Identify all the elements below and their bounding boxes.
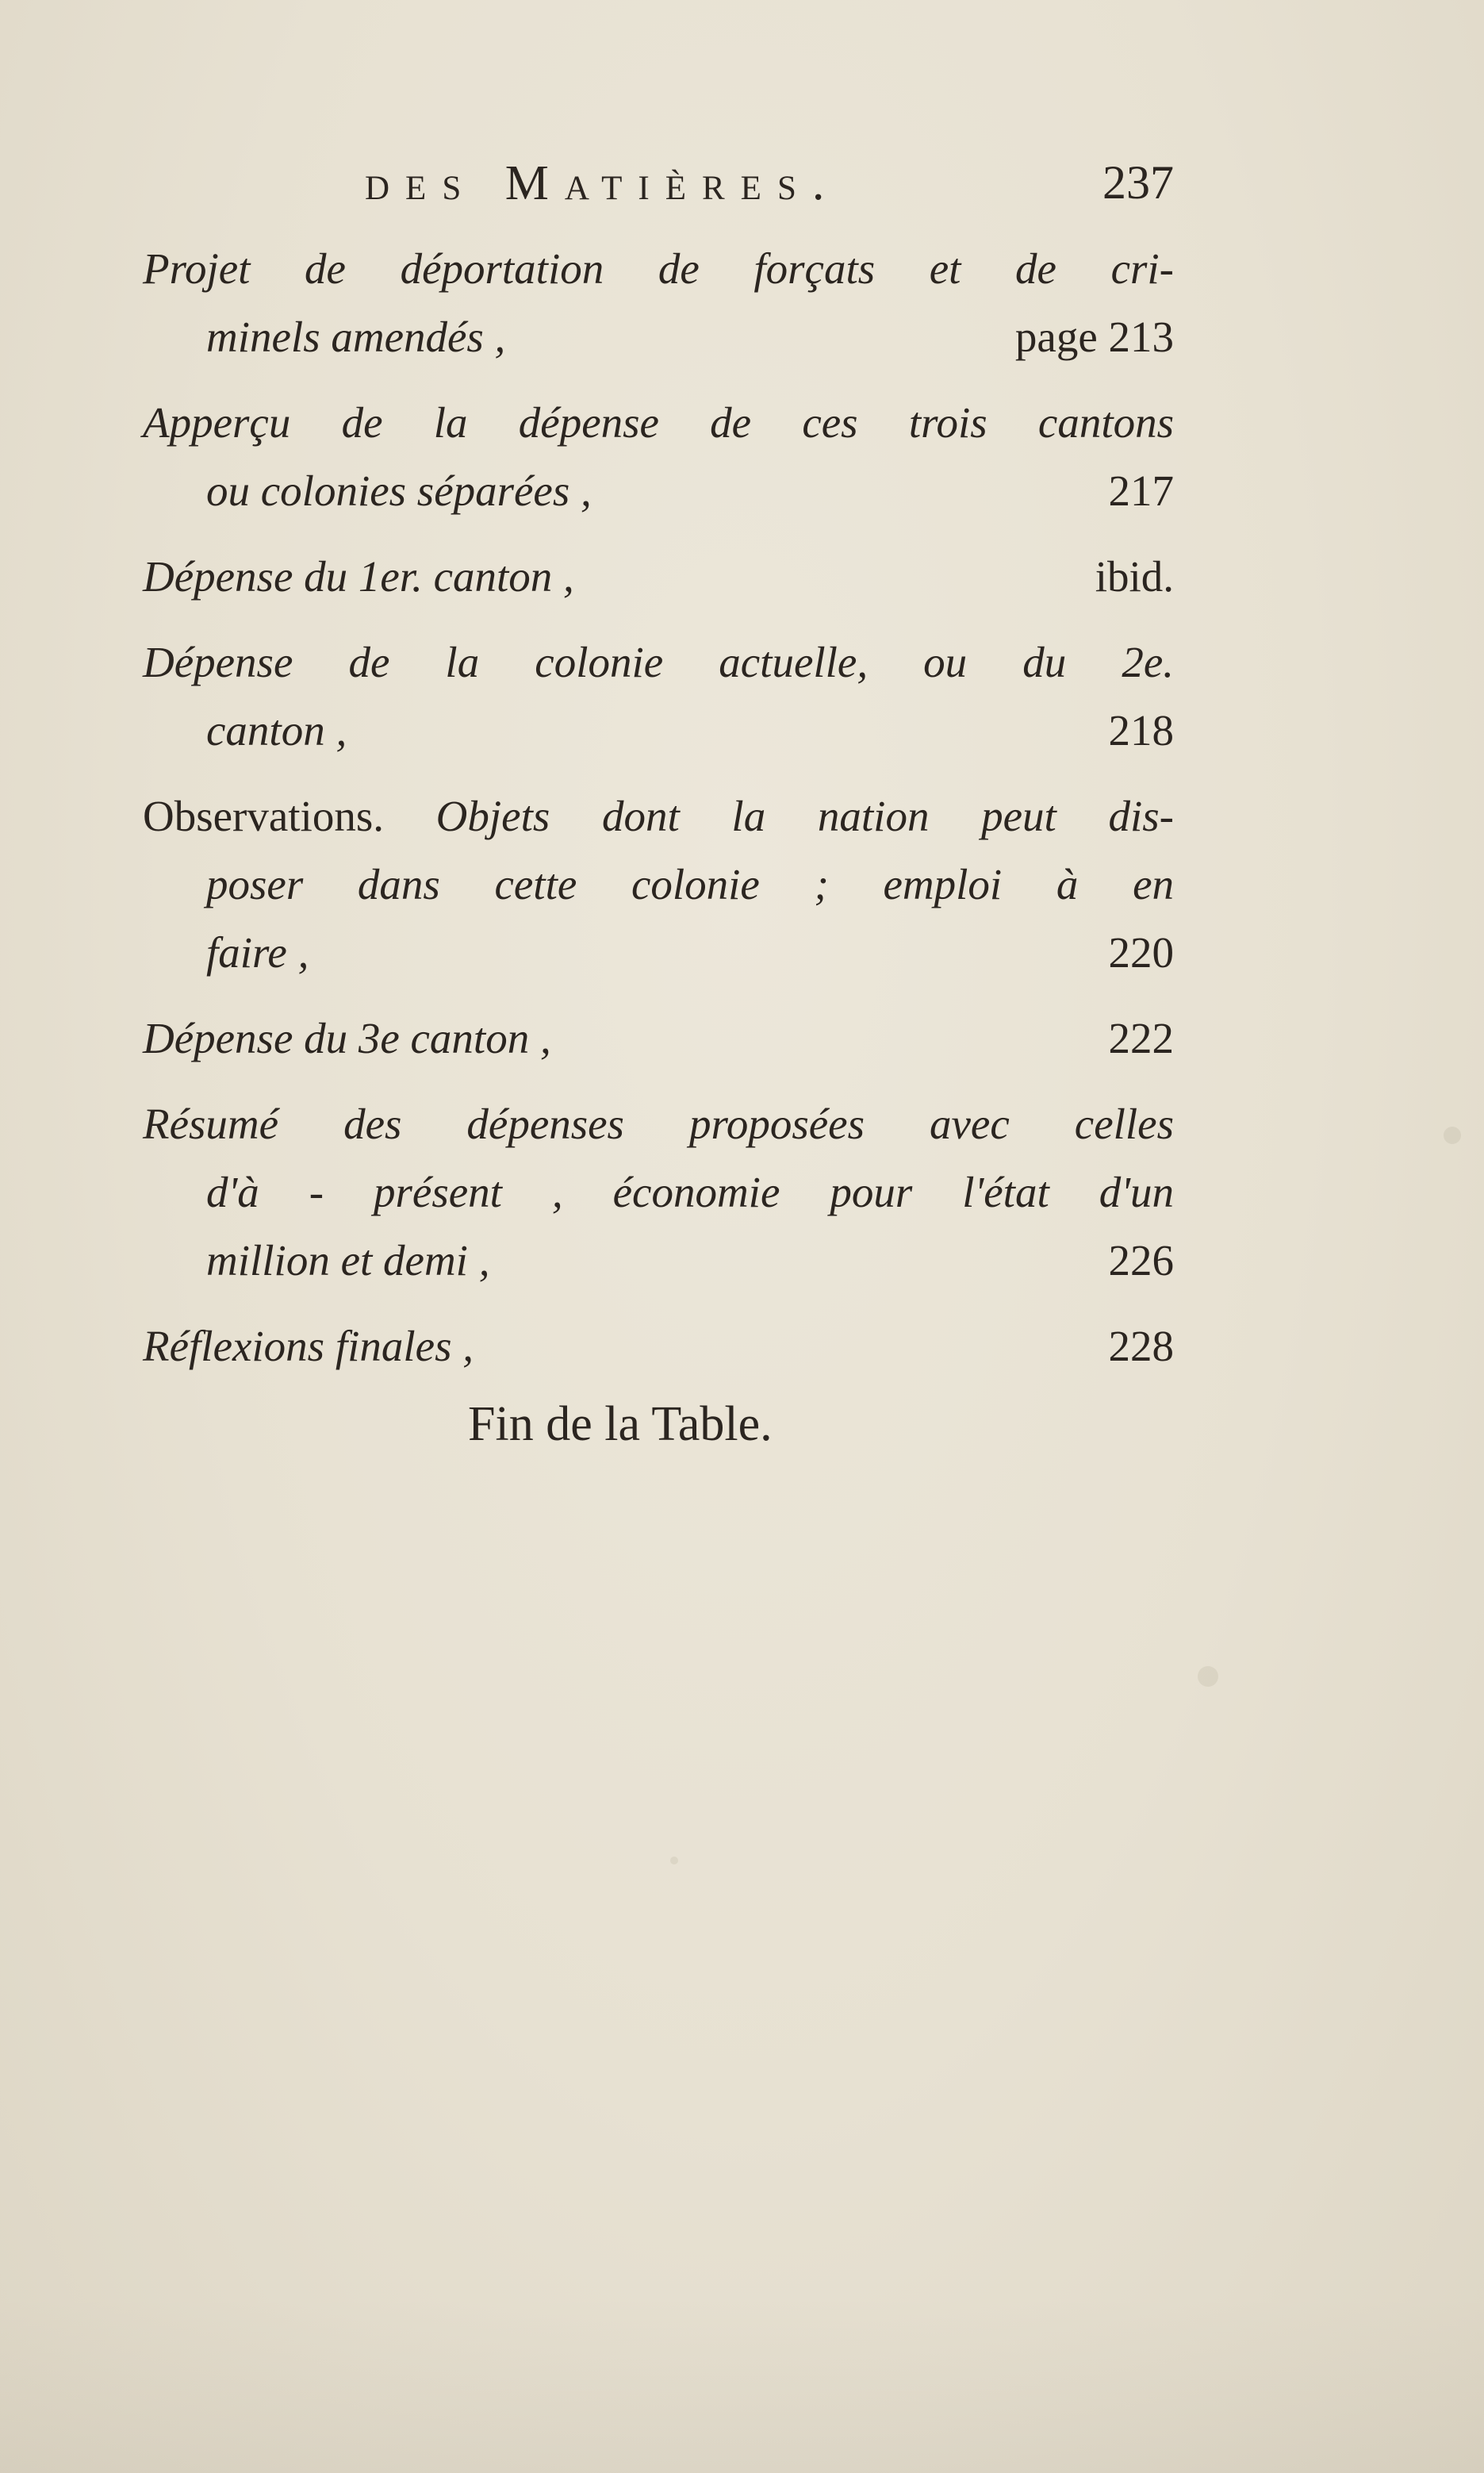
entry-page: ibid. xyxy=(1095,552,1174,601)
entry-page: 226 xyxy=(1108,1236,1174,1285)
entry-line xyxy=(143,1312,1174,1381)
entry-page: page 213 xyxy=(1014,313,1174,361)
entry-line xyxy=(143,697,1174,765)
entry-line xyxy=(143,389,1174,457)
entry-line xyxy=(143,303,1174,371)
paper-spot xyxy=(1198,1666,1218,1687)
toc-entry xyxy=(143,628,1174,765)
entry-line xyxy=(143,628,1174,697)
entry-line xyxy=(143,851,1174,919)
header-title: des Matières. xyxy=(365,156,841,210)
entry-text: minels amendés , xyxy=(206,313,506,361)
entry-page: 217 xyxy=(1108,467,1174,515)
entry-page: 220 xyxy=(1108,928,1174,977)
paper-spot xyxy=(670,1857,678,1864)
entry-text: Dépense de la colonie actuelle, ou du 2e. xyxy=(143,638,1174,686)
entry-page: 222 xyxy=(1108,1014,1174,1062)
entry-text: Projet de déportation de forçats et de cri- xyxy=(143,244,1174,293)
entry-text: Apperçu de la dépense de ces trois cantons xyxy=(143,398,1174,447)
entry-text: faire , xyxy=(206,928,309,977)
entry-text: poser dans cette colonie ; emploi à en xyxy=(206,860,1174,908)
entry-text: ou colonies séparées , xyxy=(206,467,592,515)
entry-text: Dépense du 3e canton , xyxy=(143,1014,551,1062)
entry-page: 228 xyxy=(1108,1322,1174,1370)
entry-line xyxy=(143,457,1174,525)
entry-text: Réflexions finales , xyxy=(143,1322,474,1370)
running-header xyxy=(349,156,1174,219)
toc-entry xyxy=(143,543,1174,611)
entry-page: 218 xyxy=(1108,706,1174,755)
entry-text: canton , xyxy=(206,706,347,755)
entry-line xyxy=(143,1004,1174,1073)
entry-line xyxy=(143,782,1174,851)
toc-entry xyxy=(143,235,1174,371)
entry-text: Dépense du 1er. canton , xyxy=(143,552,574,601)
toc-entry xyxy=(143,1312,1174,1381)
toc-entry xyxy=(143,1004,1174,1073)
entry-line xyxy=(143,1090,1174,1158)
paper-spot xyxy=(1444,1127,1461,1144)
entry-line xyxy=(143,919,1174,987)
toc-entry xyxy=(143,1090,1174,1295)
end-of-table: Fin de la Table. xyxy=(468,1397,773,1451)
entry-text-roman: Observations. xyxy=(143,792,436,840)
entry-text: Résumé des dépenses proposées avec celles xyxy=(143,1100,1174,1148)
entry-text: Objets dont la nation peut dis- xyxy=(435,792,1174,840)
toc-entry xyxy=(143,782,1174,987)
entry-text: million et demi , xyxy=(206,1236,490,1285)
entry-line xyxy=(143,1227,1174,1295)
page-number: 237 xyxy=(1102,156,1174,209)
table-of-contents xyxy=(143,235,1174,1398)
entry-text: d'à - présent , économie pour l'état d'un xyxy=(206,1168,1174,1216)
entry-line xyxy=(143,1158,1174,1227)
entry-line xyxy=(143,543,1174,611)
entry-line xyxy=(143,235,1174,303)
toc-entry xyxy=(143,389,1174,525)
